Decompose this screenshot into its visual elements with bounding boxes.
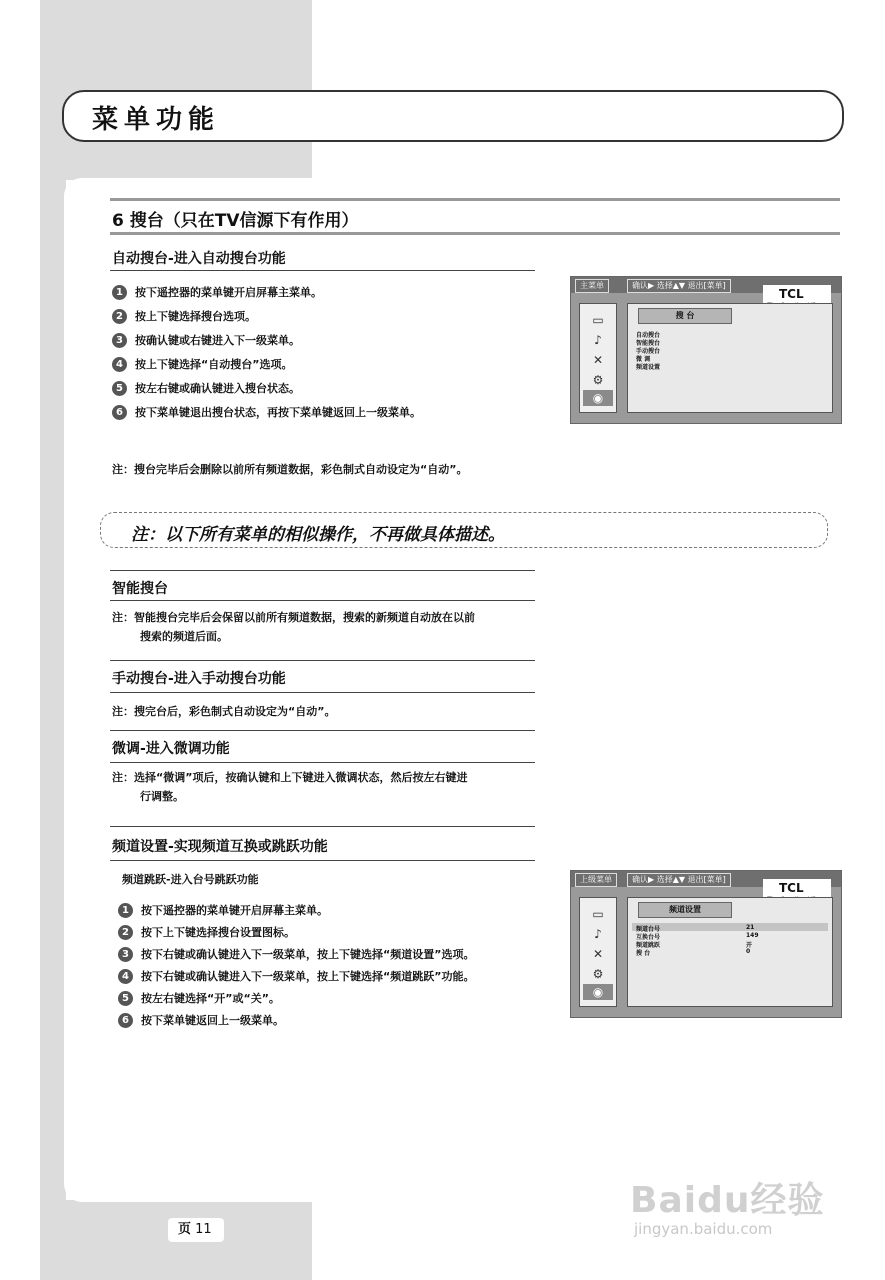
step-number: 6 (112, 405, 127, 420)
tv-menu-row: 微 调 (636, 356, 651, 363)
divider (110, 600, 535, 601)
step-number: 2 (112, 309, 127, 324)
tv-menu-panel (627, 897, 833, 1007)
step-number: 4 (118, 969, 133, 984)
page-title: 菜单功能 (92, 105, 221, 135)
step-number: 5 (112, 381, 127, 396)
general-note-text: 注：以下所有菜单的相似操作，不再做具体描述。 (131, 525, 505, 545)
auto-step-6 (112, 404, 421, 420)
smart-search-note-line-1: 注：智能搜台完毕后会保留以前所有频道数据，搜索的新频道自动放在以前 (112, 611, 475, 624)
step-text: 按下右键或确认键进入下一级菜单，按上下键选择“频道设置”选项。 (141, 948, 475, 961)
step-number: 3 (112, 333, 127, 348)
smart-search-title: 智能搜台 (112, 581, 168, 597)
section-top-rule (110, 198, 840, 201)
auto-search-title: 自动搜台-进入自动搜台功能 (112, 251, 286, 267)
divider (110, 570, 535, 571)
divider (110, 692, 535, 693)
search-icon: ◉ (583, 984, 613, 1000)
step-number: 4 (112, 357, 127, 372)
channel-step-1 (118, 902, 328, 918)
settings-icon: ⚙ (592, 967, 604, 981)
channel-setting-title: 频道设置-实现频道互换或跳跃功能 (112, 839, 328, 855)
tv-menu-panel (627, 303, 833, 413)
step-text: 按下右键或确认键进入下一级菜单，按上下键选择“频道跳跃”功能。 (141, 970, 475, 983)
auto-step-1 (112, 284, 322, 300)
tv-menu-row: 频道跳跃 开 (636, 942, 753, 949)
screen-icon: ▭ (592, 907, 604, 921)
step-text: 按上下键选择搜台选项。 (135, 310, 256, 323)
tv-menu-row: 搜 台 0 (636, 948, 751, 957)
step-text: 按确认键或右键进入下一级菜单。 (135, 334, 300, 347)
divider (110, 270, 535, 271)
auto-step-4 (112, 356, 292, 372)
page-number: 页 11 (168, 1218, 224, 1242)
tv-panel-title: 搜 台 (638, 308, 732, 324)
tcl-logo: TCL (763, 879, 831, 909)
sound-icon: ♪ (594, 927, 602, 941)
tv-menu-screenshot-channel-setting (570, 870, 842, 1018)
channel-step-4 (118, 968, 474, 984)
tv-selected-row-highlight (632, 923, 828, 931)
tv-icon-sidebar (579, 303, 617, 413)
divider (110, 762, 535, 763)
tv-tab-main-menu: 主菜单 (575, 279, 609, 293)
screen-icon: ▭ (592, 313, 604, 327)
step-text: 按下遥控器的菜单键开启屏幕主菜单。 (135, 286, 322, 299)
auto-step-5 (112, 380, 300, 396)
general-note-box (100, 512, 828, 548)
left-gray-margin (40, 180, 66, 1200)
fine-tune-note-line-2: 行调整。 (140, 790, 184, 803)
tv-tab-hint: 确认▶ 选择▲▼ 退出[菜单] (627, 873, 731, 887)
channel-step-2 (118, 924, 295, 940)
smart-search-note-line-2: 搜索的频道后面。 (140, 630, 228, 643)
baidu-watermark (630, 1168, 840, 1248)
tv-tab-hint: 确认▶ 选择▲▼ 退出[菜单] (627, 279, 731, 293)
divider (110, 860, 535, 861)
watermark-url: jingyan.baidu.com (634, 1220, 773, 1238)
tv-panel-title: 频道设置 (638, 902, 732, 918)
tools-icon: ✕ (592, 947, 604, 961)
step-number: 6 (118, 1013, 133, 1028)
tv-menu-row: 自动搜台 (636, 332, 661, 339)
channel-skip-subtitle: 频道跳跃-进入台号跳跃功能 (122, 873, 259, 886)
tv-menu-row: 频道台号 21 (636, 924, 755, 933)
step-text: 按下遥控器的菜单键开启屏幕主菜单。 (141, 904, 328, 917)
auto-search-note: 注：搜台完毕后会删除以前所有频道数据，彩色制式自动设定为“自动”。 (112, 463, 468, 476)
search-icon: ◉ (583, 390, 613, 406)
step-number: 1 (112, 285, 127, 300)
tcl-logo: TCL (763, 285, 831, 315)
step-number: 1 (118, 903, 133, 918)
step-text: 按左右键选择“开”或“关”。 (141, 992, 280, 1005)
step-number: 2 (118, 925, 133, 940)
section-bottom-rule (110, 232, 840, 235)
auto-step-3 (112, 332, 300, 348)
page-title-banner (62, 90, 844, 142)
tv-menu-row: 手动搜台 (636, 348, 661, 355)
tools-icon: ✕ (592, 353, 604, 367)
step-text: 按左右键或确认键进入搜台状态。 (135, 382, 300, 395)
manual-search-title: 手动搜台-进入手动搜台功能 (112, 671, 286, 687)
auto-step-2 (112, 308, 256, 324)
step-number: 3 (118, 947, 133, 962)
tv-menu-row: 智能搜台 (636, 340, 661, 347)
step-text: 按下菜单键退出搜台状态，再按下菜单键返回上一级菜单。 (135, 406, 421, 419)
fine-tune-note-line-1: 注：选择“微调”项后，按确认键和上下键进入微调状态，然后按左右键进 (112, 771, 468, 784)
channel-step-3 (118, 946, 474, 962)
tv-menu-screenshot-search (570, 276, 842, 424)
divider (110, 660, 535, 661)
step-text: 按上下键选择“自动搜台”选项。 (135, 358, 293, 371)
step-text: 按下上下键选择搜台设置图标。 (141, 926, 295, 939)
section-title: 6 搜台（只在TV信源下有作用） (112, 211, 359, 231)
step-text: 按下菜单键返回上一级菜单。 (141, 1014, 284, 1027)
watermark-brand: Baidu经验 (630, 1180, 825, 1221)
tv-tab-parent-menu: 上级菜单 (575, 873, 617, 887)
fine-tune-title: 微调-进入微调功能 (112, 741, 230, 757)
manual-search-note: 注：搜完台后，彩色制式自动设定为“自动”。 (112, 705, 336, 718)
divider (110, 826, 535, 827)
settings-icon: ⚙ (592, 373, 604, 387)
tv-icon-sidebar (579, 897, 617, 1007)
divider (110, 730, 535, 731)
sound-icon: ♪ (594, 333, 602, 347)
channel-step-6 (118, 1012, 284, 1028)
step-number: 5 (118, 991, 133, 1006)
tv-menu-row: 互换台号 149 (636, 932, 759, 941)
tv-menu-row: 频道设置 (636, 364, 661, 371)
channel-step-5 (118, 990, 280, 1006)
